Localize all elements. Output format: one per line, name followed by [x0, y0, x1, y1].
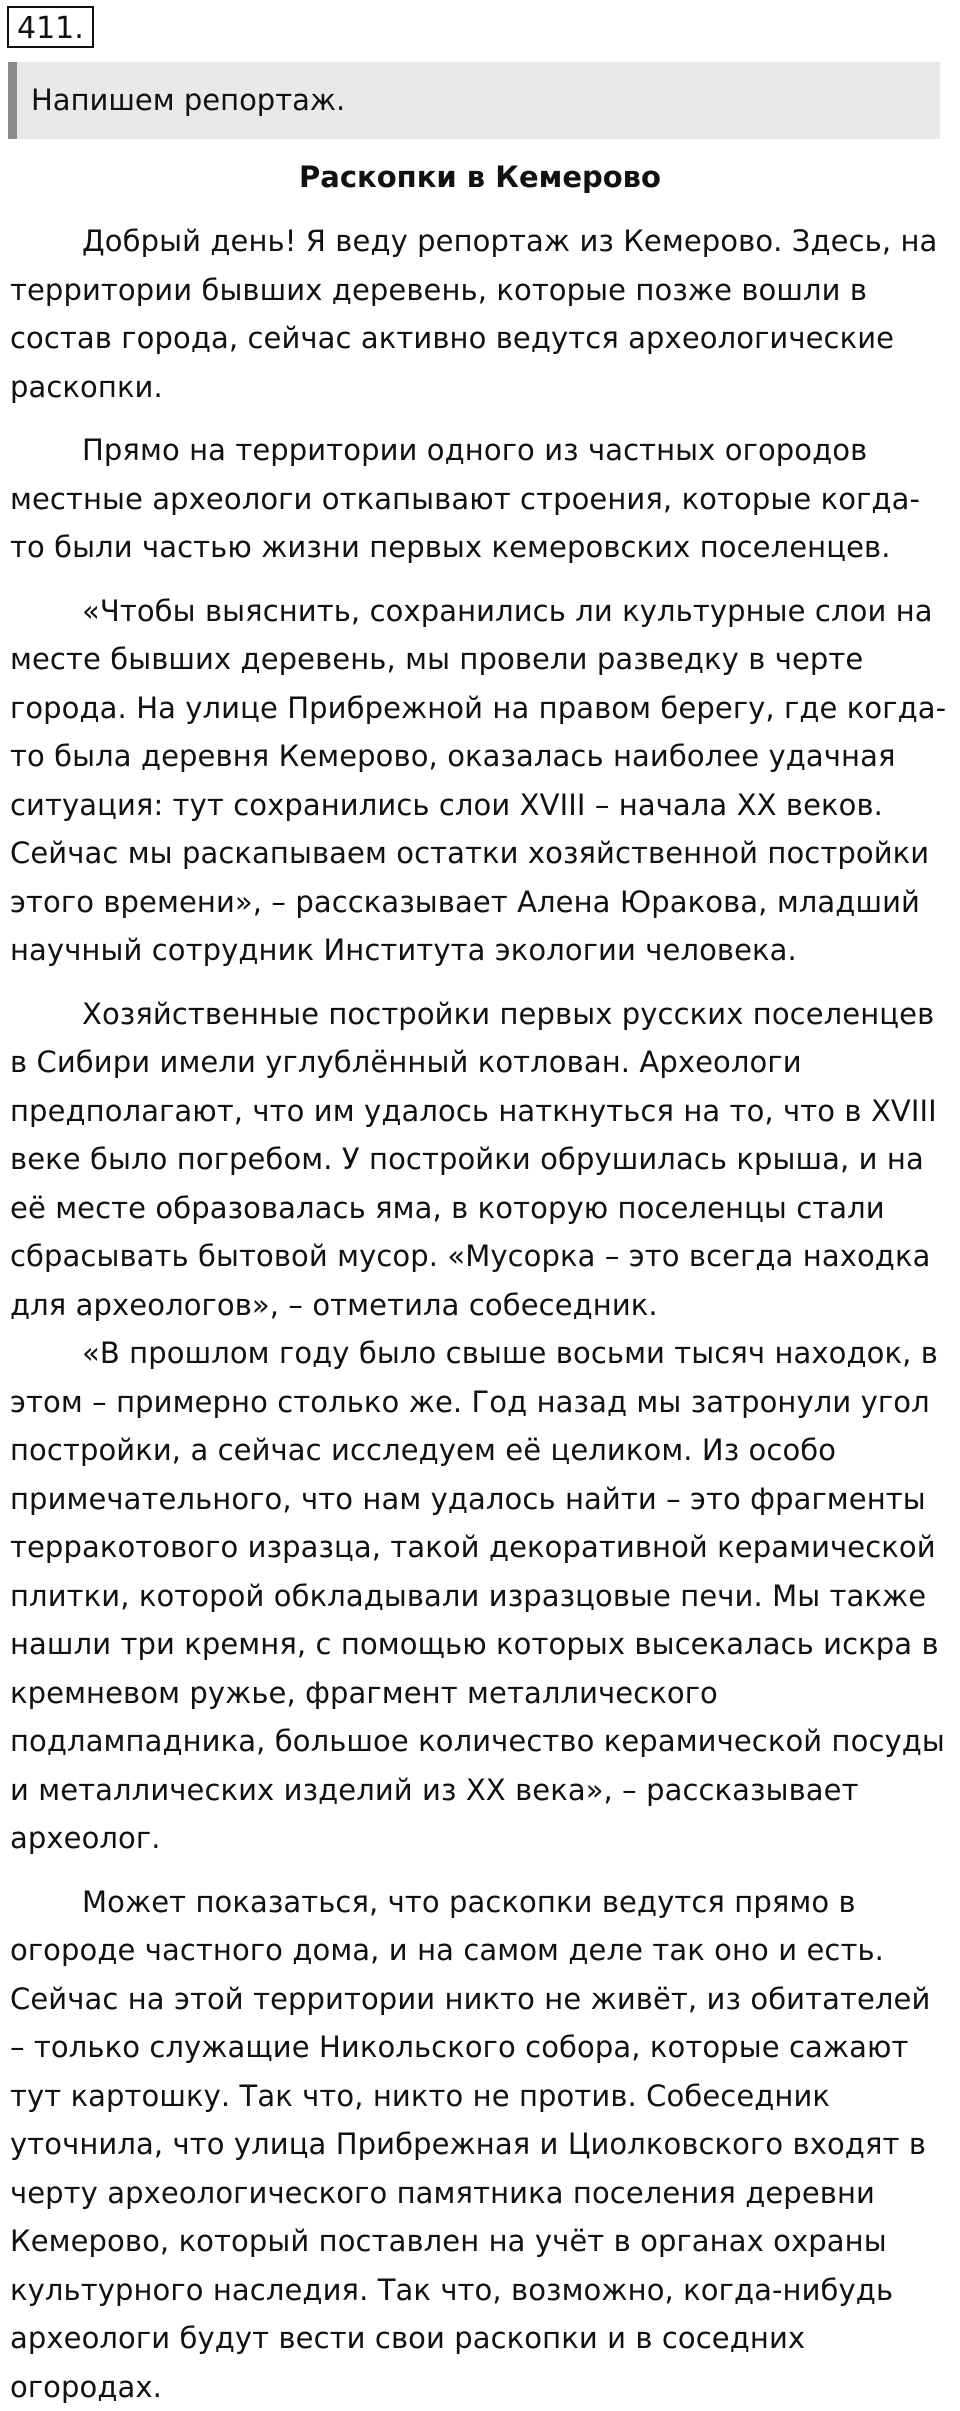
- paragraph: Прямо на территории одного из частных огородов местные археологи откапывают строения, которые когда-то были частью жизни первых кемеровских поселенцев.: [10, 426, 954, 572]
- paragraph: Добрый день! Я веду репортаж из Кемерово. Здесь, на территории бывших деревень, которые позже вошли в состав города, сейчас активно ведутся археологические раскопки.: [10, 217, 954, 411]
- exercise-number: 411.: [7, 6, 94, 48]
- task-text: Напишем репортаж.: [31, 83, 345, 117]
- paragraph: «В прошлом году было свыше восьми тысяч находок, в этом – примерно столько же. Год назад мы затронули угол постройки, а сейчас исследуем её целиком. Из особо примечательного, что нам удалось найти – это фрагменты терракотового изразца, такой декоративной керамической плитки, которой обкладывали изразцовые печи. Мы также нашли три кремня, с помощью которых высекалась искра в кремневом ружье, фрагмент металлического подлампадника, большое количество керамической посуды и металлических изделий из XX века», – рассказывает археолог.: [10, 1329, 954, 1863]
- task-box: [8, 62, 940, 139]
- paragraph: Хозяйственные постройки первых русских поселенцев в Сибири имели углублённый котлован. Археологи предполагают, что им удалось наткнуться на то, что в XVIII веке было погребом. У постройки обрушилась крыша, и на её месте образовалась яма, в которую поселенцы стали сбрасывать бытовой мусор. «Мусорка – это всегда находка для археологов», – отметила собеседник.: [10, 990, 954, 1330]
- paragraph: «Чтобы выяснить, сохранились ли культурные слои на месте бывших деревень, мы провели разведку в черте города. На улице Прибрежной на правом берегу, где когда-то была деревня Кемерово, оказалась наиболее удачная ситуация: тут сохранились слои XVIII – начала XX веков. Сейчас мы раскапываем остатки хозяйственной постройки этого времени», – рассказывает Алена Юракова, младший научный сотрудник Института экологии человека.: [10, 587, 954, 975]
- article-body: [10, 217, 954, 2411]
- paragraph: Может показаться, что раскопки ведутся прямо в огороде частного дома, и на самом деле так оно и есть. Сейчас на этой территории никто не живёт, из обитателей – только служащие Никольского собора, которые сажают тут картошку. Так что, никто не против. Собеседник уточнила, что улица Прибрежная и Циолковского входят в черту археологического памятника поселения деревни Кемерово, который поставлен на учёт в органах охраны культурного наследия. Так что, возможно, когда-нибудь археологи будут вести свои раскопки и в соседних огородах.: [10, 1878, 954, 2411]
- document-title: Раскопки в Кемерово: [0, 155, 960, 200]
